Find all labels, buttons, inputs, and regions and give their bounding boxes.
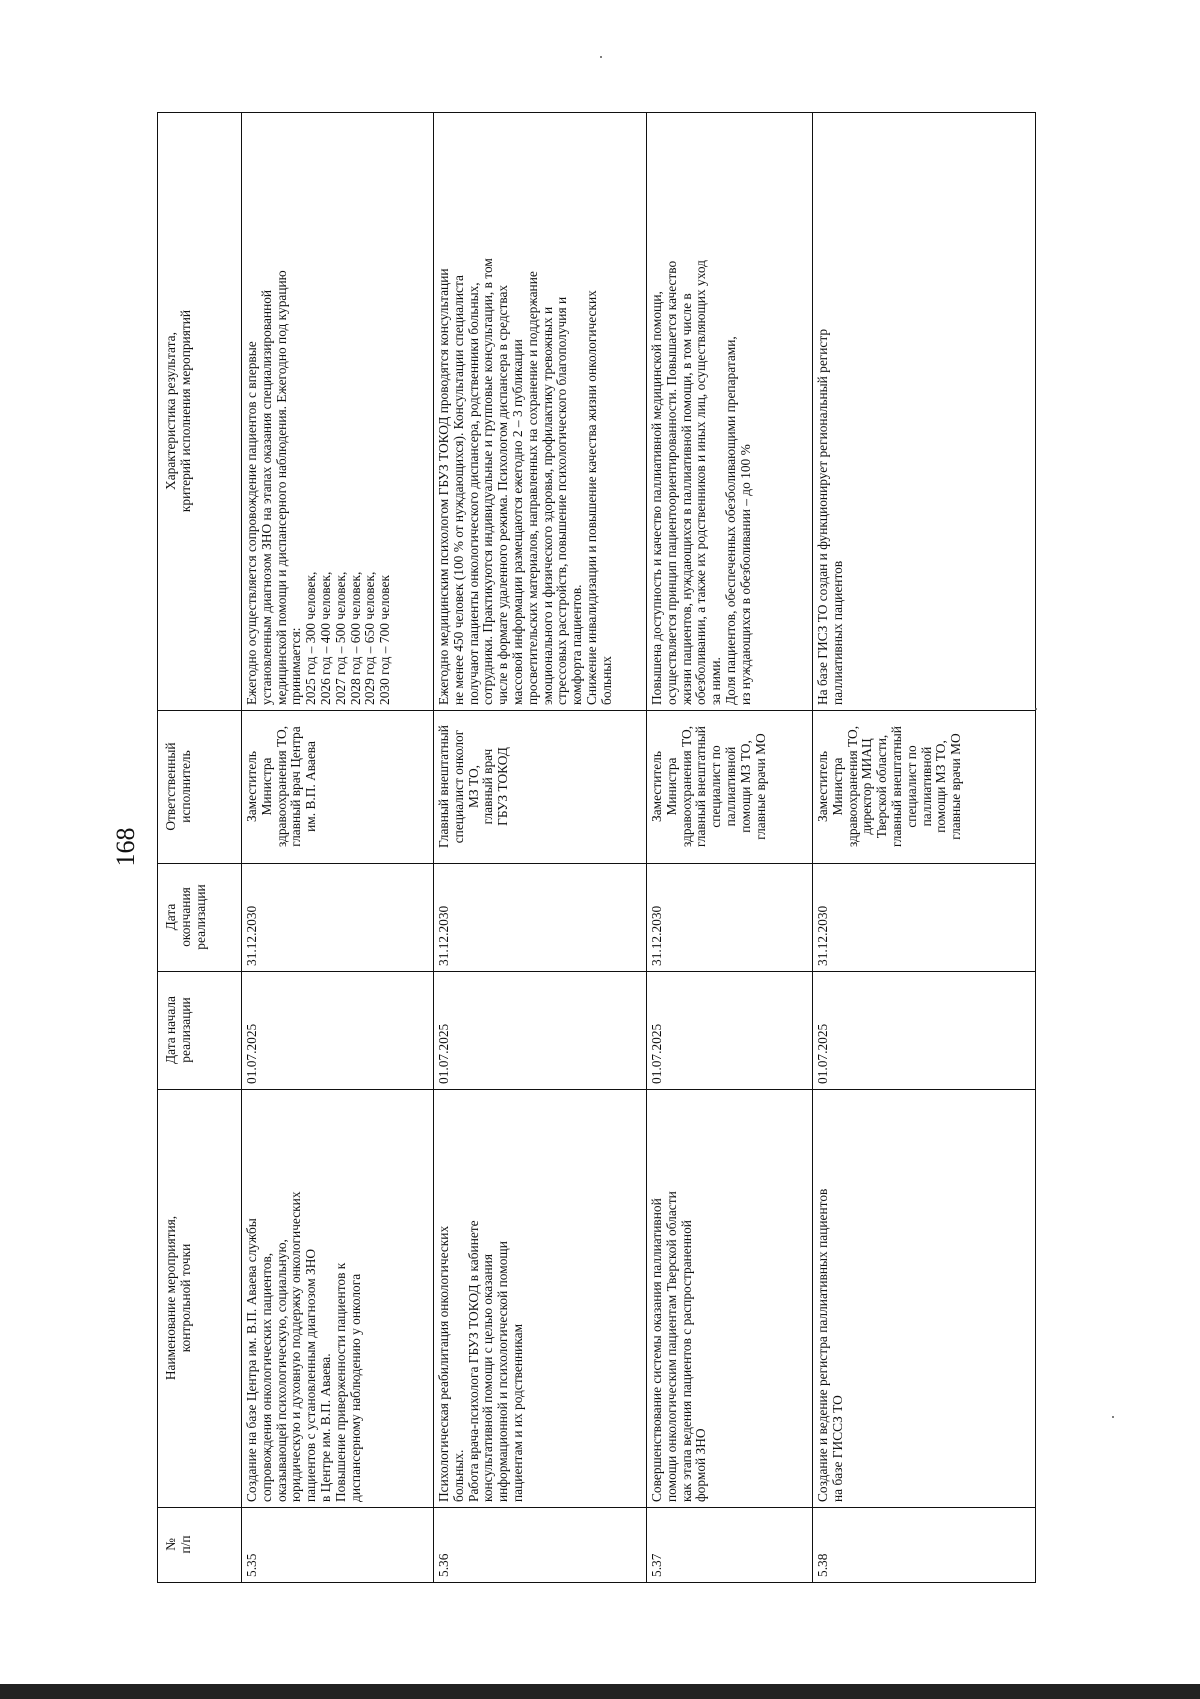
start-date: 01.07.2025 xyxy=(242,972,434,1090)
table-header-row xyxy=(158,113,242,1583)
header-characteristic: Характеристика результата, критерий исполнения мероприятий xyxy=(158,113,242,711)
page-number: 168 xyxy=(111,827,140,867)
scan-speck xyxy=(1035,708,1037,710)
end-date: 31.12.2030 xyxy=(434,864,647,972)
responsible-person: Заместитель Министра здравоохранения ТО, главный врач Центра им. В.П. Аваева xyxy=(242,711,434,864)
end-date: 31.12.2030 xyxy=(813,864,1036,972)
header-responsible: Ответственный исполнитель xyxy=(158,711,242,864)
responsible-person: Заместитель Министра здравоохранения ТО, директор МИАЦ Тверской области, главный внештатный специалист по паллиативной помощи МЗ ТО, главные врачи МО xyxy=(813,711,1036,864)
result-characteristic: На базе ГИСЗ ТО создан и функционирует региональный регистр паллиативных пациентов xyxy=(813,113,1036,711)
activity-name: Создание и ведение регистра паллиативных пациентов на базе ГИССЗ ТО xyxy=(813,1090,1036,1508)
row-number: 5.37 xyxy=(647,1508,813,1583)
table-row xyxy=(647,113,813,1583)
start-date: 01.07.2025 xyxy=(647,972,813,1090)
activity-name: Совершенствование системы оказания паллиативной помощи онкологическим пациентам Тверской области как этапа ведения пациентов с распространенной формой ЗНО xyxy=(647,1090,813,1508)
header-start-date: Дата начала реализации xyxy=(158,972,242,1090)
activity-name: Создание на базе Центра им. В.П. Аваева службы сопровождения онкологических пациентов, оказывающей психологическую, социальную, юридическую и духовную поддержку онкологических пациентов с установленным диагнозом ЗНО в Центре им. В.П. Аваева. Повышение приверженности пациентов к диспансерному наблюдению у онколога xyxy=(242,1090,434,1508)
result-characteristic: Ежегодно медицинским психологом ГБУЗ ТОКОД проводятся консультации не менее 450 человек (100 % от нуждающихся). Консультации специалиста получают пациенты онкологического диспансера, родственники больных, сотрудники. Практикуются индивидуальные и групповые консультации, в том числе в формате удаленного режима. Психологом диспансера в средствах массовой информации размещаются ежегодно 2 – 3 публикации просветительских материалов, направленных на сохранение и поддержание эмоционального и физического здоровья, профилактику тревожных и стрессовых расстройств, повышение психологического благополучия и комфорта пациентов. Снижение инвалидизации и повышение качества жизни онкологических больных xyxy=(434,113,647,711)
scan-edge xyxy=(0,1684,1200,1699)
scan-speck xyxy=(600,56,602,58)
header-end-date: Дата окончания реализации xyxy=(158,864,242,972)
responsible-person: Главный внештатный специалист онколог МЗ ТО, главный врач ГБУЗ ТОКОД xyxy=(434,711,647,864)
end-date: 31.12.2030 xyxy=(647,864,813,972)
end-date: 31.12.2030 xyxy=(242,864,434,972)
result-characteristic: Повышена доступность и качество паллиативной медицинской помощи, осуществляется принцип пациентоориентированности. Повышается качество жизни пациентов, нуждающихся в паллиативной помощи, в том числе в обезболивании, а также их родственников и иных лиц, осуществляющих уход за ними. Доля пациентов, обеспеченных обезболивающими препаратами, из нуждающихся в обезболивании – до 100 % xyxy=(647,113,813,711)
responsible-person: Заместитель Министра здравоохранения ТО, главный внештатный специалист по паллиативной помощи МЗ ТО, главные врачи МО xyxy=(647,711,813,864)
start-date: 01.07.2025 xyxy=(434,972,647,1090)
row-number: 5.36 xyxy=(434,1508,647,1583)
table-row xyxy=(242,113,434,1583)
result-characteristic: Ежегодно осуществляется сопровождение пациентов с впервые установленным диагнозом ЗНО на этапах оказания специализированной медицинской помощи и диспансерного наблюдения. Ежегодно под курацию принимается: 2025 год – 300 человек, 2026 год – 400 человек, 2027 год – 500 человек, 2028 год – 600 человек, 2029 год – 650 человек, 2030 год – 700 человек xyxy=(242,113,434,711)
header-name: Наименование мероприятия, контрольной точки xyxy=(158,1090,242,1508)
header-num: № п/п xyxy=(158,1508,242,1583)
activity-name: Психологическая реабилитация онкологических больных. Работа врача-психолога ГБУЗ ТОКОД в кабинете консультативной помощи с целью оказания информационной и психологической помощи пациентам и их родственникам xyxy=(434,1090,647,1508)
start-date: 01.07.2025 xyxy=(813,972,1036,1090)
table-row xyxy=(434,113,647,1583)
activities-table xyxy=(157,112,1036,1583)
table-row xyxy=(813,113,1036,1583)
row-number: 5.35 xyxy=(242,1508,434,1583)
row-number: 5.38 xyxy=(813,1508,1036,1583)
scan-speck xyxy=(1112,1416,1114,1418)
rotated-page-content xyxy=(157,113,1073,1583)
